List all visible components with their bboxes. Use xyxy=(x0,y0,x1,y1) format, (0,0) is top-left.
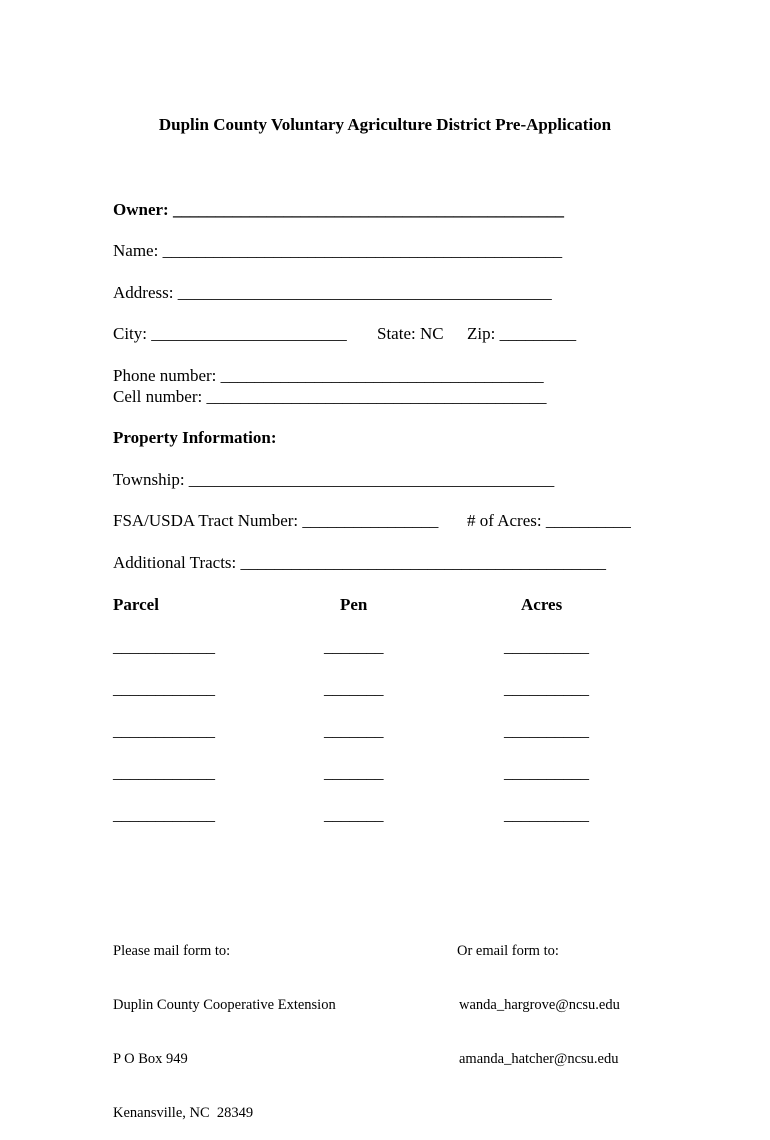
acres-cell[interactable]: __________ xyxy=(504,805,589,824)
email-address-2[interactable]: amanda_hatcher@ncsu.edu xyxy=(459,1051,619,1067)
phone-field[interactable]: Phone number: ______________________________________ xyxy=(113,366,544,385)
email-label: Or email form to: xyxy=(457,943,559,959)
acres-field[interactable]: # of Acres: __________ xyxy=(467,511,631,530)
township-field[interactable]: Township: ___________________________________________ xyxy=(113,470,555,489)
parcel-cell[interactable]: ____________ xyxy=(113,721,215,740)
pen-header: Pen xyxy=(340,595,368,614)
acres-cell[interactable]: __________ xyxy=(504,721,589,740)
pen-cell[interactable]: _______ xyxy=(324,721,384,740)
pen-cell[interactable]: _______ xyxy=(324,637,384,656)
mail-label: Please mail form to: xyxy=(113,943,231,959)
mail-po-box: P O Box 949 xyxy=(113,1051,188,1067)
email-instructions xyxy=(457,906,620,1086)
parcel-cell[interactable]: ____________ xyxy=(113,637,215,656)
property-heading: Property Information: xyxy=(113,428,277,447)
email-address-1[interactable]: wanda_hargrove@ncsu.edu xyxy=(459,997,620,1013)
cell-field[interactable]: Cell number: ________________________________________ xyxy=(113,387,547,406)
mail-city: Kenansville, NC 28349 xyxy=(113,1105,254,1121)
owner-field[interactable]: Owner: ______________________________________________ xyxy=(113,200,564,219)
parcel-header: Parcel xyxy=(113,595,159,614)
acres-cell[interactable]: __________ xyxy=(504,637,589,656)
acres-header: Acres xyxy=(521,595,563,614)
mail-instructions xyxy=(113,906,336,1140)
name-field[interactable]: Name: _______________________________________________ xyxy=(113,241,563,260)
pen-cell[interactable]: _______ xyxy=(324,805,384,824)
acres-cell[interactable]: __________ xyxy=(504,763,589,782)
pen-cell[interactable]: _______ xyxy=(324,763,384,782)
tract-field[interactable]: FSA/USDA Tract Number: ________________ xyxy=(113,511,439,530)
zip-field[interactable]: Zip: _________ xyxy=(467,324,577,343)
mail-org: Duplin County Cooperative Extension xyxy=(113,997,336,1013)
acres-cell[interactable]: __________ xyxy=(504,679,589,698)
pen-cell[interactable]: _______ xyxy=(324,679,384,698)
address-field[interactable]: Address: ____________________________________________ xyxy=(113,283,552,302)
parcel-cell[interactable]: ____________ xyxy=(113,805,215,824)
additional-tracts-field[interactable]: Additional Tracts: ___________________________________________ xyxy=(113,553,607,572)
state-field: State: NC xyxy=(377,324,444,343)
parcel-cell[interactable]: ____________ xyxy=(113,679,215,698)
parcel-cell[interactable]: ____________ xyxy=(113,763,215,782)
city-field[interactable]: City: _______________________ xyxy=(113,324,347,343)
page-title: Duplin County Voluntary Agriculture District Pre-Application xyxy=(158,115,612,134)
